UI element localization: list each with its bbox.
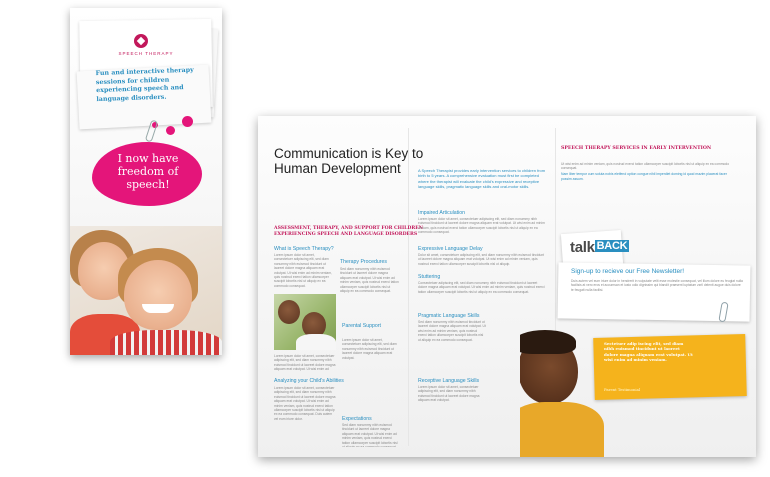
spread-subhead: ASSESSMENT, THERAPY, AND SUPPORT FOR CHILDREN EXPERIENCING SPEECH AND LANGUAGE DISORDERS [274,226,423,237]
speech-bubble-text: I now have freedom of speech! [117,152,179,191]
brochure-front-panel [70,8,222,355]
section-title: Therapy Procedures [340,259,387,265]
talkback-logo: talk $^{BACK}$ [570,239,628,256]
logo-text: SPEECH THERAPY [118,51,174,56]
section-title: Expectations [342,416,372,422]
section-body: Lorem ipsum dolor sit amet, consectetuer adipiscing elit, sed diam nonummy nibh euismod tincidunt ut laoreet dolore magna aliquam erat volutpat. Ut wisi enim ad [274,354,336,371]
section-body: Sed diam nonummy nibh euismod tincidunt ut laoreet dolore magna aliquam erat volutpat. Ut wisi enim ad minim veniam, quis nostrud exerci tation ullamcorper suscipit lobortis nisl [342,423,398,445]
section-body: Lorem ipsum dolor sit amet, consectetuer adipiscing elit, sed diam nonummy nibh euismod tincidunt ut laoreet dolore magna aliquam erat volutpat. [418,385,480,403]
bubble-dot [166,126,175,135]
services-title: SPEECH THERAPY SERVICES IN EARLY INTERVENTION [561,146,712,151]
bubble-dot [182,116,193,127]
section-body: Lorem ipsum dolor sit amet, consectetuer adipiscing elit, sed diam nonummy nibh euismod tincidunt ut laoreet dolore magna aliquam erat volutpat. Ut wisi enim ad minim veniam, quis nostrud exerci tation ullamcorper suscipit lobortis nisl ut aliquip ex ea commodo consequat. Duis autem vel eum iriure dolor. [274,386,336,421]
section-title: Parental Support [342,323,381,329]
section-title: Pragmatic Language Skills [418,313,480,319]
testimonial-signature: Parent Testimonial [604,387,641,392]
section-title: What is Speech Therapy? [274,246,334,252]
testimonial-text: Sectetuer adip iscing elit, sed diam nibh euismod tincidunt ut laoreet dolore magna aliquam erat volutpat. Ut wisi enim ad minim veniam. [604,341,693,363]
section-body: Lorem ipsum dolor sit amet, consectetuer adipiscing elit, sed diam nonummy nibh euismod tincidunt ut laoreet dolore magna aliquam erat volutpat. [342,338,397,360]
services-note: Ut wisi enim ad minim veniam, quis nostrud exerci tation ullamcorper suscipit lobortis nisl ut aliquip ex ea commodo consequat. [561,162,730,171]
section-body: Lorem ipsum dolor sit amet, consectetuer adipiscing elit, sed diam nonummy nibh euismod tincidunt ut laoreet dolore magna aliquam erat volutpat. Ut wisi enim ad minim veniam, quis nostrud exerci tation ullamcorper suscipit lobortis nisl ut aliquip ex ea commodo consequat. [418,217,545,235]
brochure-inside-spread [258,116,756,457]
section-body: Sed diam nonummy nibh euismod tincidunt ut laoreet dolore magna aliquam erat volutpat. Ut wisi enim ad minim veniam, quis nostrud exerci tation ullamcorper suscipit lobortis nisl ut aliquip ex ea commodo consequat. [340,267,399,294]
section-title: Impaired Articulation [418,210,465,216]
intro-paragraph: A Speech Therapist provides early intervention services to children from birth to 5 years. A comprehensive evaluation must first be completed where the therapist will evaluate the child's expressive and receptive language skills, pragmatic language skills and oral-motor skills. [418,168,546,190]
newsletter-signup-title: Sign-up to recieve our Free Newsletter! [571,268,685,275]
section-title: Expressive Language Delay [418,246,483,252]
front-tagline: Fun and interactive therapy sessions for children experiencing speech and language disorders. [95,66,194,103]
mother-child-photo [274,294,336,350]
services-highlight: Nam liber tempor cum soluta nobis eleifend option congue nihil imperdiet doming id quod mazim placerat facer possim assum. [561,172,727,181]
newsletter-body: Duis autem vel eum iriure dolor in hendrerit in vulputate velit esse molestie consequat, vel illum dolore eu feugiat nulla facilisis at vero eros et accumsan et iusto odio dignissim qui blandit praesent luptatum zzril delenit augue duis dolore te feugait nulla facilisi. [571,279,743,292]
section-body: Dolor sit amet, consectetuer adipiscing elit, sed diam nonummy nibh euismod tincidunt ut laoreet dolore magna aliquam erat volutpat. Ut wisi enim ad minim veniam, quis nostrud exerci tation ullamcorper suscipit lobortis nisl ut aliquip. [418,253,545,266]
logo-icon [134,34,148,48]
section-body: Consectetuer adipiscing elit, sed diam nonummy nibh euismod tincidunt ut laoreet dolore magna aliquam erat volutpat. Ut wisi enim ad minim veniam, quis nostrud exerci tation ullamcorper suscipit lobortis nisl ut aliquip ex ea commodo consequat. [418,281,545,294]
section-title: Stuttering [418,274,441,280]
section-body: Sed diam nonummy nibh euismod tincidunt ut laoreet dolore magna aliquam erat volutpat. Ut wisi enim ad minim veniam, quis nostrud exerci tation ullamcorper suscipit lobortis nisl ut aliquip ex ea commodo consequat. [418,320,486,342]
section-body: Lorem ipsum dolor sit amet, consectetuer adipiscing elit, sed diam nonummy nibh euismod tincidunt ut laoreet dolore magna aliquam erat volutpat. Ut wisi enim ad minim veniam, quis nostrud exerci tation ullamcorper suscipit lobortis nisl ut aliquip ex ea commodo consequat. [274,253,332,288]
children-photo [70,226,222,355]
section-title: Receptive Language Skills [418,378,480,384]
spread-headline: Communication is Key to Human Development [274,146,424,176]
section-title: Analyzing your Child's Abilities [274,378,344,384]
